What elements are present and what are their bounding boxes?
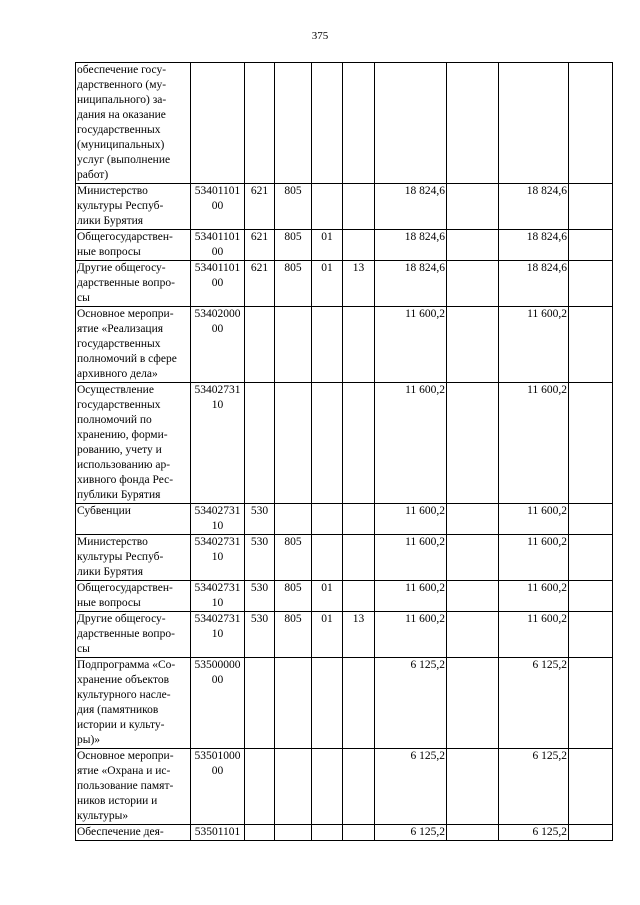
cell-text: 01 <box>321 231 333 243</box>
table-row <box>76 184 613 230</box>
cell-text: 53402731 10 <box>194 582 241 609</box>
cell-rz <box>312 230 343 261</box>
cell-rz <box>312 535 343 581</box>
cell-pr <box>343 184 375 230</box>
cell-csr <box>191 504 245 535</box>
cell-pr <box>343 612 375 658</box>
cell-grbs <box>275 749 312 825</box>
cell-sum1 <box>375 658 447 749</box>
table-row <box>76 261 613 307</box>
cell-text: 805 <box>284 536 302 548</box>
cell-sum3 <box>499 184 569 230</box>
cell-sum2 <box>447 383 499 504</box>
cell-name <box>76 383 191 504</box>
cell-text: Общегосударствен- ные вопросы <box>77 231 173 258</box>
cell-rz <box>312 504 343 535</box>
cell-pr <box>343 383 375 504</box>
table-row <box>76 581 613 612</box>
cell-text: 53401101 00 <box>194 262 241 289</box>
cell-text: Министерство культуры Респуб- лики Бурятия <box>77 536 164 578</box>
cell-text: Подпрограмма «Со- хранение объектов культурного насле- дия (памятников истории и культу- ры)» <box>77 659 176 746</box>
cell-text: 18 824,6 <box>526 185 567 197</box>
cell-vr <box>245 184 275 230</box>
cell-sum1 <box>375 535 447 581</box>
cell-text: 530 <box>250 613 269 625</box>
table-row <box>76 63 613 184</box>
table-row <box>76 825 613 841</box>
cell-pr <box>343 749 375 825</box>
cell-name <box>76 261 191 307</box>
cell-grbs <box>275 504 312 535</box>
cell-rz <box>312 612 343 658</box>
cell-csr <box>191 383 245 504</box>
cell-sum4 <box>569 63 613 184</box>
table-row <box>76 612 613 658</box>
cell-text: 18 824,6 <box>526 231 567 243</box>
cell-grbs <box>275 581 312 612</box>
cell-grbs <box>275 307 312 383</box>
cell-text: 53402731 10 <box>194 505 241 532</box>
cell-text: 18 824,6 <box>404 262 445 274</box>
cell-rz <box>312 658 343 749</box>
cell-vr <box>245 749 275 825</box>
cell-text: Субвенции <box>77 505 131 517</box>
cell-sum2 <box>447 749 499 825</box>
cell-text: Обеспечение дея- <box>77 826 164 838</box>
cell-grbs <box>275 658 312 749</box>
cell-sum4 <box>569 383 613 504</box>
cell-vr <box>245 261 275 307</box>
cell-text: 621 <box>250 262 269 274</box>
cell-text: 805 <box>284 185 302 197</box>
cell-text: 805 <box>284 262 302 274</box>
cell-rz <box>312 383 343 504</box>
cell-sum4 <box>569 261 613 307</box>
cell-text: 11 600,2 <box>527 308 567 320</box>
cell-rz <box>312 63 343 184</box>
cell-text: 53501000 00 <box>194 750 241 777</box>
cell-sum2 <box>447 612 499 658</box>
cell-text: 18 824,6 <box>526 262 567 274</box>
cell-text: 530 <box>250 536 269 548</box>
cell-rz <box>312 184 343 230</box>
cell-grbs <box>275 230 312 261</box>
cell-text: 13 <box>352 262 365 274</box>
cell-sum3 <box>499 612 569 658</box>
cell-grbs <box>275 383 312 504</box>
cell-vr <box>245 658 275 749</box>
cell-name <box>76 535 191 581</box>
cell-text: 11 600,2 <box>527 384 567 396</box>
table-row <box>76 307 613 383</box>
table-row <box>76 749 613 825</box>
cell-text: 11 600,2 <box>405 613 445 625</box>
cell-csr <box>191 612 245 658</box>
cell-sum2 <box>447 307 499 383</box>
cell-text: 11 600,2 <box>405 308 445 320</box>
cell-text: 6 125,2 <box>410 750 445 762</box>
cell-grbs <box>275 63 312 184</box>
table-row <box>76 535 613 581</box>
cell-name <box>76 581 191 612</box>
cell-sum1 <box>375 230 447 261</box>
cell-sum3 <box>499 581 569 612</box>
cell-sum4 <box>569 307 613 383</box>
cell-csr <box>191 230 245 261</box>
cell-vr <box>245 504 275 535</box>
cell-sum1 <box>375 63 447 184</box>
cell-sum2 <box>447 581 499 612</box>
cell-text: 53401101 00 <box>194 231 241 258</box>
cell-sum4 <box>569 825 613 841</box>
cell-name <box>76 658 191 749</box>
cell-pr <box>343 230 375 261</box>
cell-text: 53501101 <box>194 826 241 838</box>
cell-pr <box>343 63 375 184</box>
cell-name <box>76 504 191 535</box>
cell-csr <box>191 261 245 307</box>
cell-text: 53402000 00 <box>194 308 241 335</box>
cell-sum1 <box>375 307 447 383</box>
cell-grbs <box>275 261 312 307</box>
cell-text: 53401101 00 <box>194 185 241 212</box>
cell-text: 11 600,2 <box>405 536 445 548</box>
cell-pr <box>343 261 375 307</box>
cell-sum2 <box>447 184 499 230</box>
cell-text: 13 <box>352 613 365 625</box>
cell-name <box>76 230 191 261</box>
cell-grbs <box>275 825 312 841</box>
cell-vr <box>245 612 275 658</box>
cell-text: 11 600,2 <box>527 582 567 594</box>
cell-text: 530 <box>250 582 269 594</box>
cell-vr <box>245 535 275 581</box>
cell-text: 53402731 10 <box>194 613 241 640</box>
cell-sum3 <box>499 261 569 307</box>
cell-text: 530 <box>250 505 269 517</box>
cell-text: 11 600,2 <box>527 613 567 625</box>
cell-text: 18 824,6 <box>404 231 445 243</box>
cell-text: 621 <box>250 231 269 243</box>
cell-sum4 <box>569 658 613 749</box>
cell-vr <box>245 383 275 504</box>
cell-text: Осуществление государственных полномочий по хранению, форми- рованию, учету и использованию ар- хивного фонда Рес- публики Бурятия <box>77 384 174 501</box>
budget-table-body <box>76 63 613 841</box>
cell-csr <box>191 535 245 581</box>
cell-text: Общегосударствен- ные вопросы <box>77 582 173 609</box>
cell-sum2 <box>447 230 499 261</box>
cell-text: 6 125,2 <box>532 750 567 762</box>
cell-text: 18 824,6 <box>404 185 445 197</box>
cell-text: 6 125,2 <box>532 659 567 671</box>
cell-sum1 <box>375 261 447 307</box>
cell-pr <box>343 581 375 612</box>
table-row <box>76 658 613 749</box>
cell-sum4 <box>569 581 613 612</box>
cell-sum4 <box>569 612 613 658</box>
cell-csr <box>191 658 245 749</box>
cell-name <box>76 307 191 383</box>
table-row <box>76 230 613 261</box>
page-number: 375 <box>311 30 329 42</box>
cell-text: 11 600,2 <box>527 536 567 548</box>
cell-text: 805 <box>284 231 302 243</box>
cell-sum3 <box>499 535 569 581</box>
cell-sum3 <box>499 383 569 504</box>
cell-rz <box>312 261 343 307</box>
cell-rz <box>312 749 343 825</box>
cell-sum1 <box>375 504 447 535</box>
cell-sum1 <box>375 749 447 825</box>
cell-sum1 <box>375 825 447 841</box>
cell-sum3 <box>499 504 569 535</box>
cell-pr <box>343 504 375 535</box>
cell-text: 805 <box>284 613 302 625</box>
cell-text: 621 <box>250 185 269 197</box>
cell-sum3 <box>499 825 569 841</box>
cell-sum2 <box>447 261 499 307</box>
cell-name <box>76 63 191 184</box>
cell-csr <box>191 184 245 230</box>
cell-sum1 <box>375 612 447 658</box>
cell-sum3 <box>499 749 569 825</box>
cell-sum4 <box>569 184 613 230</box>
cell-text: обеспечение госу- дарственного (му- ниципального) за- дания на оказание государственных (муниципальных) услуг (выполнение работ) <box>77 64 171 181</box>
cell-text: 11 600,2 <box>527 505 567 517</box>
cell-sum1 <box>375 383 447 504</box>
cell-text: 6 125,2 <box>532 826 567 838</box>
table-row <box>76 504 613 535</box>
cell-text: 11 600,2 <box>405 384 445 396</box>
cell-sum3 <box>499 307 569 383</box>
cell-csr <box>191 581 245 612</box>
cell-text: 01 <box>321 582 333 594</box>
cell-sum4 <box>569 535 613 581</box>
cell-pr <box>343 658 375 749</box>
cell-text: 11 600,2 <box>405 505 445 517</box>
cell-sum2 <box>447 658 499 749</box>
cell-name <box>76 612 191 658</box>
cell-text: Основное меропри- ятие «Охрана и ис- пользование памят- ников истории и культуры» <box>77 750 174 822</box>
cell-pr <box>343 535 375 581</box>
cell-vr <box>245 63 275 184</box>
cell-sum1 <box>375 581 447 612</box>
cell-text: 01 <box>321 262 333 274</box>
cell-name <box>76 184 191 230</box>
cell-text: 53500000 00 <box>194 659 241 686</box>
cell-sum1 <box>375 184 447 230</box>
cell-text: 6 125,2 <box>410 826 445 838</box>
cell-text: Другие общегосу- дарственные вопро- сы <box>77 262 175 304</box>
cell-vr <box>245 307 275 383</box>
cell-csr <box>191 63 245 184</box>
cell-name <box>76 749 191 825</box>
cell-sum4 <box>569 230 613 261</box>
cell-text: Основное меропри- ятие «Реализация государственных полномочий в сфере архивного дела» <box>77 308 177 380</box>
cell-sum2 <box>447 504 499 535</box>
cell-grbs <box>275 535 312 581</box>
cell-csr <box>191 825 245 841</box>
cell-text: Министерство культуры Респуб- лики Бурятия <box>77 185 164 227</box>
cell-vr <box>245 581 275 612</box>
budget-table <box>75 62 613 841</box>
cell-text: 805 <box>284 582 302 594</box>
cell-name <box>76 825 191 841</box>
cell-grbs <box>275 612 312 658</box>
cell-pr <box>343 307 375 383</box>
cell-rz <box>312 307 343 383</box>
cell-text: 53402731 10 <box>194 384 241 411</box>
cell-grbs <box>275 184 312 230</box>
table-row <box>76 383 613 504</box>
cell-csr <box>191 749 245 825</box>
cell-sum4 <box>569 749 613 825</box>
cell-text: Другие общегосу- дарственные вопро- сы <box>77 613 175 655</box>
cell-sum2 <box>447 825 499 841</box>
cell-sum2 <box>447 535 499 581</box>
cell-sum4 <box>569 504 613 535</box>
cell-vr <box>245 825 275 841</box>
cell-vr <box>245 230 275 261</box>
cell-sum3 <box>499 658 569 749</box>
cell-rz <box>312 825 343 841</box>
cell-pr <box>343 825 375 841</box>
cell-sum3 <box>499 230 569 261</box>
cell-sum2 <box>447 63 499 184</box>
cell-rz <box>312 581 343 612</box>
cell-text: 53402731 10 <box>194 536 241 563</box>
cell-sum3 <box>499 63 569 184</box>
cell-text: 11 600,2 <box>405 582 445 594</box>
cell-text: 6 125,2 <box>410 659 445 671</box>
cell-csr <box>191 307 245 383</box>
cell-text: 01 <box>321 613 333 625</box>
